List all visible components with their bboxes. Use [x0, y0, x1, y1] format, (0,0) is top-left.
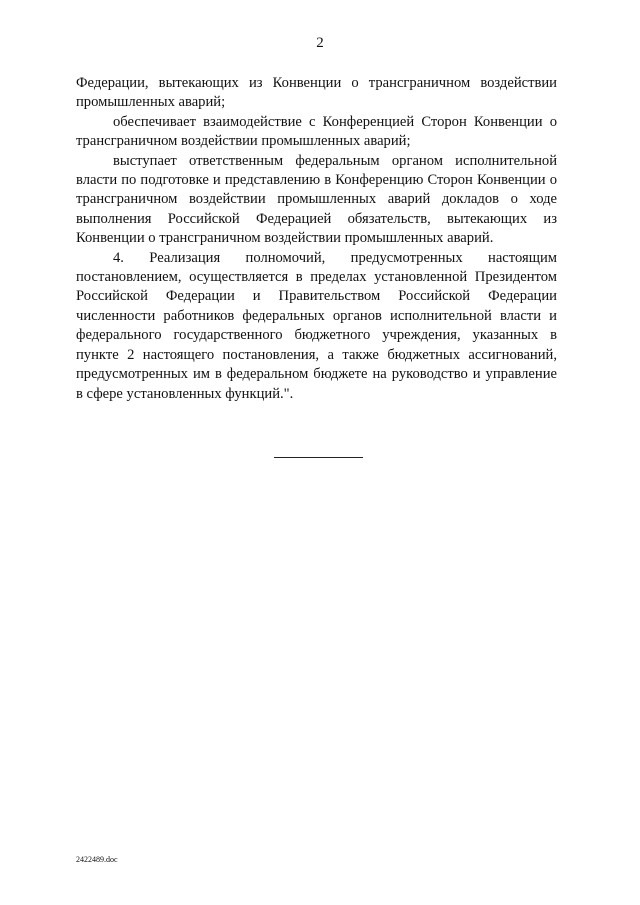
paragraph-2: обеспечивает взаимодействие с Конференцией Сторон Конвенции о трансграничном воздействии промышленных аварий;	[76, 113, 557, 150]
paragraph-1: Федерации, вытекающих из Конвенции о трансграничном воздействии промышленных аварий;	[76, 75, 557, 111]
paragraph-3: выступает ответственным федеральным органом исполнительной власти по подготовке и представлению в Конференцию Сторон Конвенции о трансграничном воздействии промышленных аварий докладов о ходе выполнения Российской Федерацией обязательств, вытекающих из Конвенции о трансграничном воздействии промышленных аварий.	[76, 152, 557, 247]
page-number: 2	[316, 35, 324, 51]
footer-filename: 2422489.doc	[76, 855, 118, 864]
end-of-document-rule	[274, 457, 363, 458]
paragraph-4: 4. Реализация полномочий, предусмотренных настоящим постановлением, осуществляется в пределах установленной Президентом Российской Федерации и Правительством Российской Федерации численности работников федеральных органов исполнительной власти и федерального государственного бюджетного учреждения, указанных в пункте 2 настоящего постановления, а также бюджетных ассигнований, предусмотренных им в федеральном бюджете на руководство и управление в сфере установленных функций.".	[76, 249, 557, 402]
document-body	[76, 74, 557, 404]
